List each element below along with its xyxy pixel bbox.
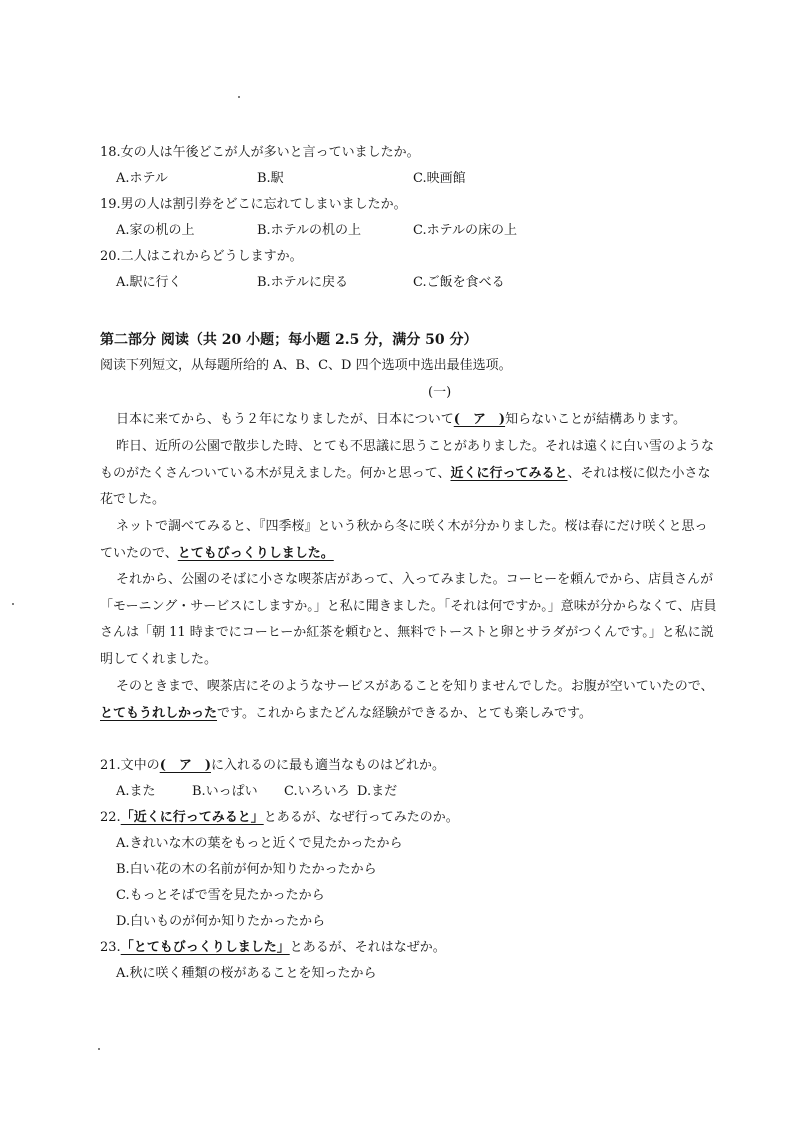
scan-speck — [98, 1048, 100, 1050]
q21-stem — [100, 756, 445, 776]
paragraph-2-text-b: 、それは桜に似た小さな花でした。 — [100, 465, 711, 507]
q22-option-b: B.白い花の木の名前が何か知りたかったから — [116, 862, 377, 877]
paragraph-1 — [100, 407, 720, 434]
q22-option-d: D.白いものが何か知りたかったから — [116, 914, 326, 929]
section-instruction: 阅读下列短文，从每题所给的 A、B、C、D 四个选项中选出最佳选项。 — [100, 358, 512, 373]
paragraph-1-text-b: 知らないことが結構あります。 — [505, 412, 687, 427]
section-title: 第二部分 阅读（共 20 小题；每小题 2.5 分，满分 50 分） — [100, 332, 478, 348]
q22-option-a: A.きれいな木の葉をもっと近くで見たかったから — [116, 836, 403, 851]
paragraph-3-underlined: とてもびっくりしました。 — [177, 545, 334, 561]
paragraph-2-text-a: 昨日、近所の公園で散歩した時、とても不思議に思うことがありました。それは遠くに白い雪のようなものがたくさんついている木が見えました。何かと思って、 — [100, 439, 715, 481]
passage-number: (一) — [428, 385, 452, 400]
q21-option-b: B.いっぱい — [192, 784, 258, 799]
q18-option-c: C.映画館 — [413, 171, 466, 186]
q23-option-a: A.秋に咲く種類の桜があることを知ったから — [116, 966, 377, 981]
q23-quote: 「とてもびっくりしました」 — [120, 940, 290, 955]
scan-speck — [12, 603, 14, 605]
q21-option-a: A.また — [116, 784, 156, 799]
q20-option-c: C.ご飯を食べる — [413, 275, 505, 290]
q22-suffix: とあるが、なぜ行ってみたのか。 — [263, 810, 459, 825]
q22-quote: 「近くに行ってみると」 — [120, 810, 264, 825]
paragraph-1-blank: ( ア ) — [453, 412, 506, 427]
q21-option-d: D.まだ — [357, 784, 398, 799]
q18-stem: 18.女の人は午後どこが人が多いと言っていましたか。 — [100, 145, 420, 160]
q19-option-b: B.ホテルの机の上 — [257, 223, 362, 238]
q21-option-c: C.いろいろ — [284, 784, 350, 799]
q20-option-a: A.駅に行く — [116, 275, 182, 290]
q20-option-b: B.ホテルに戻る — [257, 275, 349, 290]
q21-suffix: に入れるのに最も適当なものはどれか。 — [211, 758, 446, 773]
q19-option-a: A.家の机の上 — [116, 223, 195, 238]
q21-prefix: 21.文中の — [100, 758, 160, 773]
q23-prefix: 23. — [100, 940, 121, 955]
paragraph-2 — [100, 434, 720, 514]
paragraph-4: それから、公園のそばに小さな喫茶店があって、入ってみました。コーヒーを頼んでから、店員さんが「モーニング・サービスにしますか。」と私に聞きました。「それは何ですか。」意味が分からなくて、店員さんは「朝 11 時までにコーヒーか紅茶を頼むと、無料でトーストと卵とサラダがつくんです。」と私に説明してくれました。 — [100, 572, 717, 667]
q18-option-a: A.ホテル — [116, 171, 168, 186]
paragraph-2-underlined: 近くに行ってみると — [450, 465, 568, 481]
q22-stem — [100, 808, 459, 828]
paragraph-3-text-a: ネットで調べてみると、『四季桜』という秋から冬に咲く木が分かりました。桜は春にだけ咲くと思っていたので、 — [100, 519, 708, 561]
q19-option-c: C.ホテルの床の上 — [413, 223, 517, 238]
q21-blank: ( ア ) — [159, 758, 211, 773]
q23-stem — [100, 938, 446, 958]
paragraph-5-text-b: です。これからまたどんな経験ができるか、とても楽しみです。 — [217, 705, 592, 721]
q22-option-c: C.もっとそばで雪を見たかったから — [116, 888, 325, 903]
paragraph-1-text-a: 日本に来てから、もう２年になりましたが、日本について — [116, 412, 454, 427]
scan-speck — [238, 96, 240, 98]
paragraph-5-underlined: とてもうれしかった — [100, 705, 218, 721]
q20-stem: 20.二人はこれからどうしますか。 — [100, 249, 303, 264]
q19-stem: 19.男の人は割引券をどこに忘れてしまいましたか。 — [100, 197, 407, 212]
paragraph-5-text-a: そのときまで、喫茶店にそのようなサービスがあることを知りませんでした。お腹が空いていたので、 — [116, 679, 714, 694]
paragraph-3 — [100, 514, 720, 567]
q18-option-b: B.駅 — [257, 171, 284, 186]
q22-prefix: 22. — [100, 810, 121, 825]
q23-suffix: とあるが、それはなぜか。 — [289, 940, 446, 955]
paragraph-5 — [100, 674, 720, 727]
